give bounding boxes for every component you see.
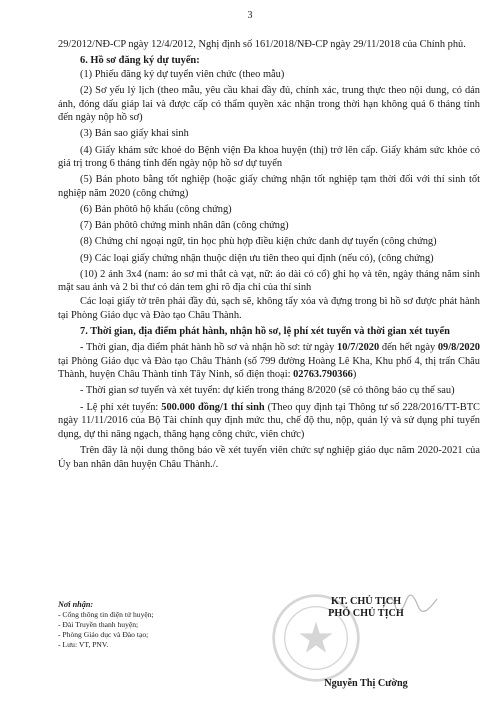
signature-space: [296, 620, 436, 678]
body-paragraph: (5) Bản photo bằng tốt nghiệp (hoặc giấy chứng nhận tốt nghiệp tạm thời đối với thí sinh tốt nghiệp năm 2020 (công chứng): [58, 174, 480, 199]
recipient-item: - Đài Truyền thanh huyện;: [58, 620, 139, 629]
page-number: 3: [247, 10, 253, 21]
body-paragraph: (4) Giấy khám sức khoẻ do Bệnh viện Đa khoa huyện (thị) trở lên cấp. Giấy khám sức khỏe có giá trị trong 6 tháng tính đến ngày nộp hồ sơ dự tuyển: [58, 144, 480, 170]
handwritten-signature: [380, 592, 440, 614]
recipient-item: - Phòng Giáo dục và Đào tạo;: [58, 630, 149, 639]
section-heading: 7. Thời gian, địa điểm phát hành, nhận hồ sơ, lệ phí xét tuyển và thời gian xét tuyển: [80, 325, 450, 337]
recipients-title: Nơi nhận:: [58, 600, 94, 609]
section-heading: 6. Hồ sơ đăng ký dự tuyển:: [80, 55, 200, 67]
body-paragraph: Các loại giấy tờ trên phải đầy đủ, sạch sẽ, không tẩy xóa và đựng trong bì hồ sơ được phát hành tại Phòng Giáo dục và Đào tạo Châu Thành.: [58, 296, 480, 321]
signature-on-behalf: KT. CHỦ TỊCH: [330, 596, 402, 607]
body-paragraph: 29/2012/NĐ-CP ngày 12/4/2012, Nghị định số 161/2018/NĐ-CP ngày 29/11/2018 của Chính phủ.: [58, 39, 466, 50]
body-paragraph: (7) Bản phôtô chứng minh nhân dân (công chứng): [80, 220, 289, 232]
signature-position: PHÓ CHỦ TỊCH: [328, 608, 404, 619]
body-paragraph: (1) Phiếu đăng ký dự tuyển viên chức (theo mẫu): [80, 68, 285, 80]
body-paragraph: (6) Bản phôtô hộ khẩu (công chứng): [80, 204, 232, 216]
body-paragraph: (9) Các loại giấy chứng nhận thuộc diện ưu tiên theo qui định (nếu có), (công chứng): [80, 252, 434, 264]
highlighted-value: 10/7/2020: [337, 342, 380, 353]
body-paragraph: (2) Sơ yếu lý lịch (theo mẫu, yêu cầu khai đầy đủ, chính xác, trung thực theo nội dung, có dán ảnh, đóng dấu giáp lai và được cấp có thẩm quyền xác nhận trong thời hạn không quá 6 tháng tính đến ngày nộp hồ sơ): [58, 84, 480, 124]
body-paragraph: Trên đây là nội dung thông báo về xét tuyển viên chức sự nghiệp giáo dục năm 2020-2021 của Ủy ban nhân dân huyện Châu Thành./.: [58, 444, 480, 470]
body-paragraph: (8) Chứng chỉ ngoại ngữ, tin học phù hợp điều kiện chức danh dự tuyển (công chứng): [80, 236, 437, 248]
body-paragraph: - Thời gian, địa điểm phát hành hồ sơ và nhận hồ sơ: từ ngày 10/7/2020 đến hết ngày 09/8/2020 tại Phòng Giáo dục và Đào tạo Châu Thành (số 799 đường Hoàng Lê Kha, Khu phố 4, thị trấn Châu Thành, huyện Châu Thành tỉnh Tây Ninh, số điện thoại: 02763.790366): [58, 342, 480, 381]
body-paragraph: (10) 2 ảnh 3x4 (nam: áo sơ mi thắt cà vạt, nữ: áo dài có cổ) ghi họ và tên, ngày tháng năm sinh mặt sau ảnh và 2 bì thư có dán tem ghi rõ địa chỉ của thí sinh: [58, 268, 480, 294]
body-paragraph: (3) Bản sao giấy khai sinh: [80, 128, 189, 140]
document-body: [58, 38, 480, 471]
body-paragraph: - Lệ phí xét tuyển: 500.000 đồng/1 thí sinh (Theo quy định tại Thông tư số 228/2016/TT-BTC ngày 11/11/2016 của Bộ Tài chính quy định mức thu, chế độ thu, nộp, quản lý và sử dụng phí tuyển dụng, dự thi nâng ngạch, thăng hạng công chức, viên chức): [58, 401, 480, 440]
highlighted-value: 500.000 đồng/1 thí sinh: [161, 401, 265, 413]
recipients-block: [58, 600, 154, 650]
recipient-item: - Cổng thông tin điện tử huyện;: [58, 610, 154, 619]
body-paragraph: - Thời gian sơ tuyển và xét tuyển: dự kiến trong tháng 8/2020 (sẽ có thông báo cụ thể sau): [80, 385, 455, 397]
highlighted-value: 09/8/2020: [437, 342, 480, 353]
recipient-item: - Lưu: VT, PNV.: [58, 640, 109, 649]
highlighted-value: 02763.790366: [293, 369, 353, 381]
signer-name: Nguyễn Thị Cường: [324, 678, 408, 689]
